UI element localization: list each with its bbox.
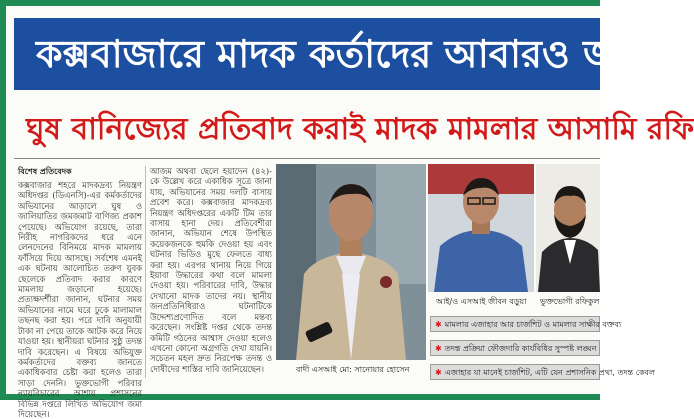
photo-officer-2 xyxy=(428,164,534,292)
bullet-text: মামলার এজাহার আর চার্জশিট ও মামলার সাক্ষীর বক্তব্য xyxy=(444,320,622,329)
bullet-point xyxy=(430,316,622,332)
byline: বিশেষ প্রতিবেদক xyxy=(18,167,72,176)
bullet-marker-icon: ✱ xyxy=(435,344,442,353)
article-column-2: আজম অথবা ছেলে হয়াদেন (৪২)-কে উল্লেখ করে একাধিক সূত্রে জানা যায়, অভিযানের সময় দলটি বাসায় প্রবেশ করে। কক্সবাজার মাদকদ্রব্য নিয়ন্ত্রণ অধিদপ্তরের একটি টিম তার বাসায় হানা দেয়। প্রতিবেশীরা জানান, অভিযান শেষে উপস্থিত কয়েকজনকে হুমকি দেওয়া হয় এবং ঘটনার ভিডিও মুছে ফেলতে বাধ্য করা হয়। এরপর থানায় নিয়ে গিয়ে ইয়াবা উদ্ধারের কথা বলে মামলা দেওয়া হয়। পরিবারের দাবি, উদ্ধার দেখানো মাদক তাদের নয়। স্থানীয় জনপ্রতিনিধিরাও ঘটনাটিকে উদ্দেশ্যপ্রণোদিত বলে মন্তব্য করেছেন। সংশ্লিষ্ট দপ্তর থেকে তদন্ত কমিটি গঠনের আশ্বাস দেওয়া হলেও এখনো কোনো অগ্রগতি দেখা যায়নি। সচেতন মহল দ্রুত নিরপেক্ষ তদন্ত ও দোষীদের শাস্তির দাবি জানিয়েছেন। xyxy=(150,166,272,374)
bullet-point xyxy=(430,364,655,380)
caption-photo-3: ভুক্তভোগী রফিকুল xyxy=(540,297,600,306)
caption-photo-2: আই/ও এসআই জীবন বড়ুয়া xyxy=(436,297,527,306)
bullet-marker-icon: ✱ xyxy=(435,320,442,329)
subheadline-bar xyxy=(14,106,694,154)
bullet-text: তদন্ত প্রক্রিয়া ফৌজদারি কার্যবিধির সুস্পষ্ট লঙ্ঘন xyxy=(444,344,597,353)
photo-officer xyxy=(276,164,426,360)
subheadline: ঘুষ বানিজ্যের প্রতিবাদ করাই মাদক মামলার আসামি রফি xyxy=(26,112,694,147)
column-divider xyxy=(145,166,146,378)
article-column-1: কক্সবাজার শহরে মাদকদ্রব্য নিয়ন্ত্রণ অধিদপ্তর (ডিএনসি)-এর কর্মকর্তাদের অভিযানের আড়ালে ঘুষ ও জালিয়াতির জমজমাট বাণিজ্য প্রকাশ পেয়েছে। অভিযোগ রয়েছে, তারা নিরীহ নাগরিকদের ধরে এনে লেনদেনের বিনিময়ে মাদক মামলায় ফাঁসিয়ে দিয়ে আসছে। সর্বশেষ এমনই এক ঘটনায় আলোচিত তরুণ যুবক ছেলেকে প্রতিবাদ করার কারণে মামলায় জড়ানো হয়েছে। প্রত্যক্ষদর্শীরা জানান, ঘটনার সময় অভিযানের নামে ঘরে ঢুকে মালামাল তছনছ করা হয়। পরে দাবি অনুযায়ী টাকা না পেয়ে তাকে আটক করে নিয়ে যাওয়া হয়। স্থানীয়রা ঘটনার সুষ্ঠু তদন্ত দাবি করেছেন। এ বিষয়ে অভিযুক্ত কর্মকর্তাদের বক্তব্য জানতে একাধিকবার চেষ্টা করা হলেও তারা সাড়া দেননি। ভুক্তভোগী পরিবার ন্যায়বিচারের আশায় প্রশাসনের বিভিন্ন দপ্তরে লিখিত অভিযোগ জমা দিয়েছেন। xyxy=(18,180,142,419)
headline-banner xyxy=(14,18,675,90)
left-border xyxy=(0,0,6,400)
bullet-point xyxy=(430,340,600,356)
bullet-marker-icon: ✱ xyxy=(435,368,442,377)
headline: কক্সবাজারে মাদক কর্তাদের আবারও জঘন্য xyxy=(36,32,675,76)
divider xyxy=(14,158,600,159)
bullet-text: এজাহার যা মানেই চার্জশিট, এটি যেন প্রশাসনিক প্রথা, তদন্ত কেবল xyxy=(444,368,655,377)
caption-photo-1: বাদী এসআই মো: সানোয়ার হোসেন xyxy=(296,365,410,374)
top-border xyxy=(0,0,600,6)
photo-victim xyxy=(536,164,600,292)
